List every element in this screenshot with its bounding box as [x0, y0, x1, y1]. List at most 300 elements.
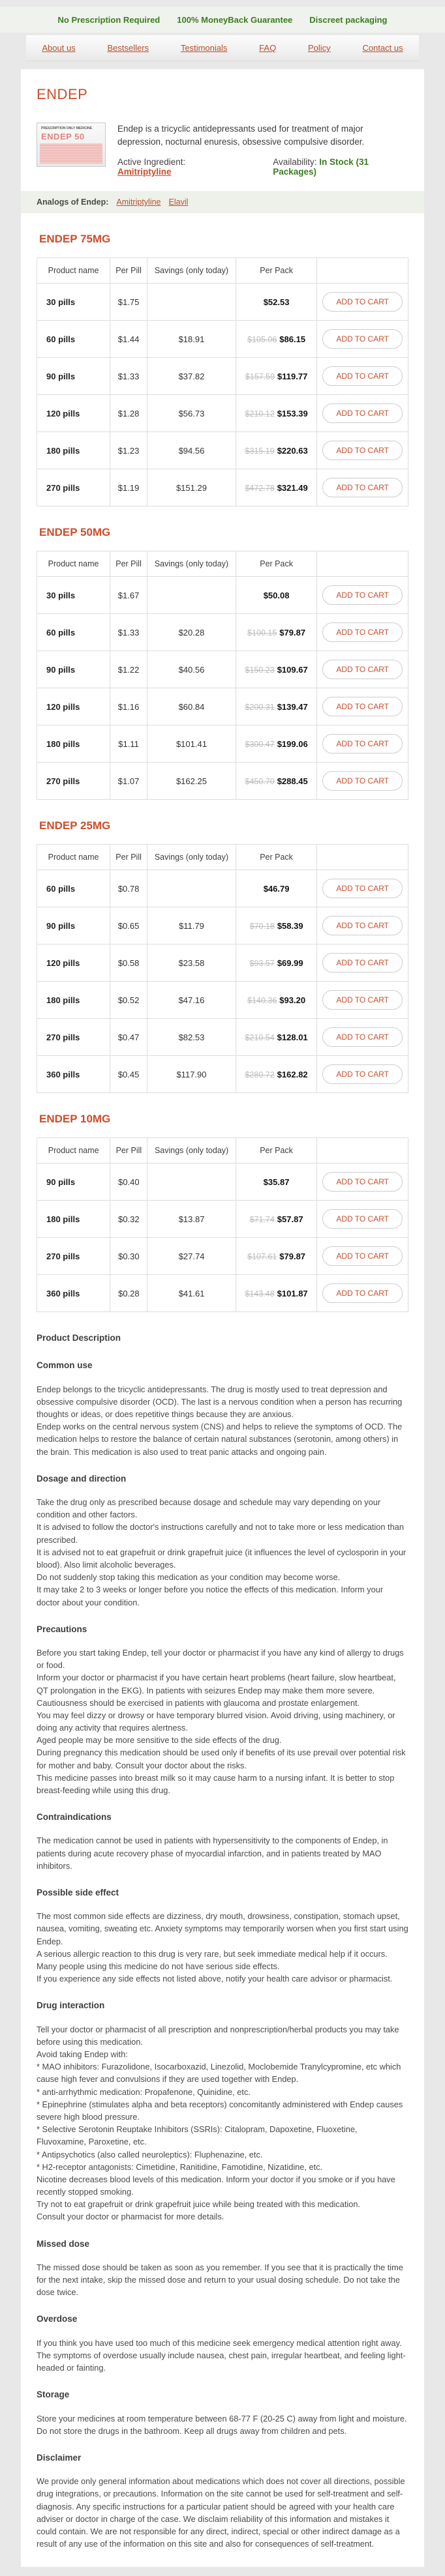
savings-cell: $40.56	[147, 651, 236, 688]
availability	[273, 157, 408, 177]
per-pill-cell: $1.67	[110, 577, 147, 614]
column-header-per-pill: Per Pill	[110, 1138, 147, 1164]
old-price: $143.48	[245, 1289, 275, 1298]
pack-price: $79.87	[279, 1251, 306, 1261]
per-pill-cell: $0.65	[110, 907, 147, 944]
per-pack-cell	[236, 982, 316, 1019]
column-header-per-pack: Per Pack	[236, 551, 316, 577]
desc-paragraph: * H2-receptor antagonists: Cimetidine, Ranitidine, Famotidine, Nizatidine, etc.	[37, 2161, 323, 2172]
availability-label: Availability:	[273, 157, 317, 168]
desc-paragraph: Inform your doctor or pharmacist if you have certain heart problems (heart failure, slow heartbeat, QT prolongation in the EKG). In patients with seizures Endep may make them more severe. Cautiousness should be exercised in patients with glaucoma and prostate enlargement.	[37, 1673, 396, 1708]
table-row	[37, 469, 408, 506]
old-price: $280.72	[245, 1070, 275, 1079]
table-row	[37, 395, 408, 432]
per-pill-cell: $1.28	[110, 395, 147, 432]
actions-cell	[317, 870, 408, 907]
per-pack-cell	[236, 358, 316, 395]
column-header-per-pack: Per Pack	[236, 258, 316, 284]
analog-links	[116, 198, 196, 207]
product-package-image	[37, 123, 106, 167]
add-to-cart-button[interactable]: ADD TO CART	[322, 292, 403, 312]
add-to-cart-button[interactable]: ADD TO CART	[322, 1027, 403, 1047]
per-pack-cell	[236, 944, 316, 982]
benefit-no-prescription: No Prescription Required	[57, 14, 161, 25]
pack-size-cell: 60 pills	[37, 614, 110, 651]
pack-price: $58.39	[277, 920, 303, 931]
savings-cell: $60.84	[147, 688, 236, 725]
table-row	[37, 725, 408, 763]
actions-cell	[317, 688, 408, 725]
per-pill-cell: $1.23	[110, 432, 147, 469]
per-pill-cell: $0.32	[110, 1201, 147, 1238]
table-header-row	[37, 551, 408, 577]
pack-size-cell: 180 pills	[37, 725, 110, 763]
pack-price: $57.87	[277, 1214, 303, 1224]
desc-heading-drug-interaction: Drug interaction	[37, 2000, 105, 2011]
pack-size-cell: 120 pills	[37, 395, 110, 432]
actions-cell	[317, 284, 408, 321]
savings-cell: $151.29	[147, 469, 236, 506]
column-header-product-name: Product name	[37, 1138, 110, 1164]
desc-paragraph: Nicotine decreases blood levels of this medication. Inform your doctor if you smoke or if you have recently stopped smoking.	[37, 2174, 395, 2197]
pack-size-cell: 30 pills	[37, 284, 110, 321]
per-pill-cell: $0.47	[110, 1019, 147, 1056]
desc-paragraph: Before you start taking Endep, tell your doctor or pharmacist if you have any kind of allergy to drugs or food.	[37, 1647, 404, 1671]
desc-paragraph: Try not to eat grapefruit or drink grapefruit juice while being treated with this medication.	[37, 2199, 361, 2210]
per-pack-cell	[236, 1275, 317, 1312]
old-price: $70.18	[249, 921, 275, 931]
desc-paragraph: * Epinephrine (stimulates alpha and beta receptors) concomitantly administered with Endep causes severe high blood pressure.	[37, 2099, 403, 2122]
per-pill-cell: $1.44	[110, 321, 147, 358]
per-pack-cell	[236, 1201, 317, 1238]
savings-cell: $18.91	[147, 321, 236, 358]
desc-paragraph: This medicine passes into breast milk so it may cause harm to a nursing infant. It is better to stop breast-feeding while using this drug.	[37, 1772, 395, 1795]
actions-cell	[317, 763, 408, 800]
desc-heading-dosage-and-direction: Dosage and direction	[37, 1473, 127, 1484]
column-header-savings-only-today: Savings (only today)	[147, 551, 236, 577]
desc-heading-disclaimer: Disclaimer	[37, 2452, 82, 2463]
column-header-per-pack: Per Pack	[236, 845, 316, 870]
content-card	[21, 69, 424, 2567]
per-pill-cell: $1.75	[110, 284, 147, 321]
per-pack-cell	[236, 651, 316, 688]
old-price: $140.36	[247, 995, 277, 1005]
desc-paragraph: The most common side effects are dizziness, dry mouth, drowsiness, constipation, stomach upset, nausea, vomiting, sweating etc. Anxiety symptoms may temporarily worsen when you first start using Endep.	[37, 1911, 408, 1946]
actions-cell	[317, 1201, 408, 1238]
column-header-product-name: Product name	[37, 551, 110, 577]
pack-price: $109.67	[277, 664, 308, 675]
desc-paragraph: * MAO inhibitors: Furazolidone, Isocarboxazid, Linezolid, Moclobemide Tranylcypromine, etc which cause high fever and convulsions if they are used together with Endep.	[37, 2062, 401, 2085]
old-price: $315.19	[245, 446, 275, 456]
pack-price: $288.45	[277, 776, 308, 786]
desc-paragraph: If you experience any side effects not listed above, notify your health care advisor or pharmacist.	[37, 1974, 393, 1984]
savings-cell: $47.16	[147, 982, 236, 1019]
section-title-endep-50mg: ENDEP 50MG	[39, 526, 111, 539]
pack-size-cell: 180 pills	[37, 432, 110, 469]
price-table-endep-25mg	[37, 844, 408, 1093]
savings-cell: $101.41	[147, 725, 236, 763]
pack-price: $119.77	[277, 371, 308, 381]
savings-cell	[147, 1164, 236, 1201]
per-pack-cell	[236, 1164, 317, 1201]
per-pack-cell	[236, 1238, 317, 1275]
add-to-cart-button[interactable]: ADD TO CART	[322, 622, 403, 642]
old-price: $210.12	[245, 409, 275, 418]
desc-paragraph: Tell your doctor or pharmacist of all prescription and nonprescription/herbal products you may take before using this medication.	[37, 2024, 399, 2047]
per-pack-cell	[236, 614, 316, 651]
table-row	[37, 321, 408, 358]
column-header-per-pack: Per Pack	[236, 1138, 317, 1164]
pack-price: $162.82	[277, 1069, 308, 1079]
pack-price: $69.99	[277, 958, 303, 968]
old-price: $105.06	[247, 334, 277, 344]
price-tables	[37, 233, 408, 1312]
old-price: $107.61	[247, 1251, 277, 1261]
desc-paragraph: Many people using this medicine do not have serious side effects.	[37, 1961, 280, 1971]
table-row	[37, 944, 408, 982]
old-price: $93.57	[249, 958, 275, 968]
per-pack-cell	[236, 763, 316, 800]
actions-cell	[317, 577, 408, 614]
active-ingredient-label: Active Ingredient:	[117, 157, 186, 168]
desc-paragraph: Do not suddenly stop taking this medication as your condition may become worse.	[37, 1572, 341, 1583]
savings-cell: $11.79	[147, 907, 236, 944]
old-price: $450.70	[245, 776, 275, 786]
savings-cell: $117.90	[147, 1056, 236, 1093]
actions-cell	[317, 944, 408, 982]
pack-size-cell: 180 pills	[37, 1201, 110, 1238]
old-price: $157.59	[245, 372, 275, 381]
old-price: $210.54	[245, 1032, 275, 1042]
add-to-cart-button[interactable]: ADD TO CART	[322, 734, 403, 754]
table-header-row	[37, 845, 408, 870]
desc-heading-product-description: Product Description	[37, 1333, 121, 1343]
per-pack-cell	[236, 577, 316, 614]
add-to-cart-button[interactable]: ADD TO CART	[322, 1246, 403, 1266]
per-pill-cell: $0.28	[110, 1275, 147, 1312]
pack-price: $46.79	[263, 883, 290, 894]
desc-paragraph: Consult your doctor or pharmacist for more details.	[37, 2212, 224, 2222]
pack-price: $321.49	[277, 482, 308, 493]
add-to-cart-button[interactable]: ADD TO CART	[322, 329, 403, 349]
pack-size-cell: 90 pills	[37, 651, 110, 688]
pack-price: $101.87	[277, 1288, 308, 1298]
column-header-savings-only-today: Savings (only today)	[147, 845, 236, 870]
price-table-endep-75mg	[37, 257, 408, 506]
table-row	[37, 763, 408, 800]
per-pill-cell: $0.58	[110, 944, 147, 982]
add-to-cart-button[interactable]: ADD TO CART	[322, 660, 403, 679]
desc-heading-possible-side-effect: Possible side effect	[37, 1888, 119, 1897]
pack-price: $79.87	[279, 627, 306, 637]
savings-cell: $162.25	[147, 763, 236, 800]
per-pack-cell	[236, 284, 316, 321]
table-row	[37, 577, 408, 614]
pack-size-cell: 270 pills	[37, 469, 110, 506]
product-description-summary: Endep is a tricyclic antidepressants used for treatment of major depression, nocturnal enuresis, obsessive compulsive disorder.	[117, 124, 365, 147]
column-header-per-pill: Per Pill	[110, 258, 147, 284]
add-to-cart-button[interactable]: ADD TO CART	[322, 1172, 403, 1192]
section-title-endep-25mg: ENDEP 25MG	[39, 819, 111, 832]
table-row	[37, 284, 408, 321]
add-to-cart-button[interactable]: ADD TO CART	[322, 916, 403, 935]
actions-cell	[317, 725, 408, 763]
add-to-cart-button[interactable]: ADD TO CART	[322, 697, 403, 716]
per-pack-cell	[236, 469, 316, 506]
product-description	[37, 1332, 408, 2550]
column-header-product-name: Product name	[37, 258, 110, 284]
old-price: $300.47	[245, 739, 275, 749]
page-title: ENDEP	[37, 86, 88, 102]
column-header-per-pill: Per Pill	[110, 845, 147, 870]
desc-paragraph: It is advised to follow the doctor's instructions carefully and not to take more or less medication than prescribed.	[37, 1522, 404, 1545]
savings-cell	[147, 577, 236, 614]
column-header-savings-only-today: Savings (only today)	[147, 1138, 236, 1164]
desc-paragraph: * Selective Serotonin Reuptake Inhibitors (SSRIs): Citalopram, Dapoxetine, Fluoxetine, Fluvoxamine, Paroxetine, etc.	[37, 2124, 358, 2147]
price-table-endep-50mg	[37, 551, 408, 800]
column-header-per-pill: Per Pill	[110, 551, 147, 577]
savings-cell: $27.74	[147, 1238, 236, 1275]
desc-paragraph: We provide only general information about medications which does not cover all directions, possible drug integrations, or precautions. Information on the site cannot be used for self-treatment and self-diagnosis. Any specific instructions for a particular patient should be agreed with your health care adviser or doctor in charge of the case. We disclaim reliability of this information and mistakes it could contain. We are not responsible for any direct, indirect, special or other indirect damage as a result of any use of the information on this site and also for consequences of self-treatment.	[37, 2476, 405, 2549]
actions-cell	[317, 432, 408, 469]
table-row	[37, 432, 408, 469]
pack-size-cell: 360 pills	[37, 1056, 110, 1093]
desc-paragraph: A serious allergic reaction to this drug is very rare, but seek immediate medical help if it occurs.	[37, 1948, 388, 1959]
pack-price: $50.08	[263, 590, 290, 600]
add-to-cart-button[interactable]: ADD TO CART	[322, 771, 403, 791]
ingredient-availability-row	[117, 157, 408, 177]
desc-paragraph: * anti-arrhythmic medication: Propafenone, Quinidine, etc.	[37, 2086, 251, 2097]
savings-cell: $82.53	[147, 1019, 236, 1056]
savings-cell: $13.87	[147, 1201, 236, 1238]
old-price: $71.74	[249, 1214, 275, 1224]
pack-price: $128.01	[277, 1032, 308, 1042]
table-row	[37, 1019, 408, 1056]
old-price: $200.31	[245, 702, 275, 712]
section-title-endep-10mg: ENDEP 10MG	[39, 1113, 111, 1126]
pack-size-cell: 60 pills	[37, 870, 110, 907]
column-header-savings-only-today: Savings (only today)	[147, 258, 236, 284]
desc-paragraph: * Antipsychotics (also called neuroleptics): Fluphenazine, etc.	[37, 2149, 263, 2159]
add-to-cart-button[interactable]: ADD TO CART	[322, 1283, 403, 1303]
package-art	[40, 143, 102, 164]
desc-paragraph: Store your medicines at room temperature between 68-77 F (20-25 C) away from light and moisture. Do not store the drugs in the bathroom. Keep all drugs away from children and pets.	[37, 2413, 407, 2436]
per-pack-cell	[236, 321, 316, 358]
benefits-bar	[0, 7, 445, 33]
pack-price: $35.87	[263, 1177, 290, 1187]
pack-size-cell: 270 pills	[37, 1238, 110, 1275]
pack-price: $86.15	[279, 334, 306, 344]
savings-cell	[147, 284, 236, 321]
table-row	[37, 1056, 408, 1093]
per-pill-cell: $0.52	[110, 982, 147, 1019]
per-pill-cell: $0.30	[110, 1238, 147, 1275]
section-title-endep-75mg: ENDEP 75MG	[39, 233, 111, 246]
actions-cell	[317, 1164, 408, 1201]
add-to-cart-button[interactable]: ADD TO CART	[322, 403, 403, 423]
package-label-name: ENDEP 50	[41, 131, 85, 141]
savings-cell: $37.82	[147, 358, 236, 395]
desc-paragraph: It may take 2 to 3 weeks or longer before you notice the effects of this medication. Inform your doctor about your condition.	[37, 1585, 384, 1607]
per-pill-cell: $1.33	[110, 358, 147, 395]
desc-paragraph: It is advised not to eat grapefruit or drink grapefruit juice (it influences the level of cyclosporin in your blood). Also limit alcoholic beverages.	[37, 1547, 407, 1570]
pack-price: $153.39	[277, 408, 308, 418]
desc-paragraph: Aged people may be more sensitive to the side effects of the drug.	[37, 1735, 282, 1746]
pack-size-cell: 180 pills	[37, 982, 110, 1019]
desc-heading-storage: Storage	[37, 2390, 70, 2400]
actions-cell	[317, 651, 408, 688]
column-header-actions	[317, 845, 408, 870]
actions-cell	[317, 1056, 408, 1093]
pack-size-cell: 90 pills	[37, 358, 110, 395]
pack-size-cell: 90 pills	[37, 907, 110, 944]
nav-link-policy[interactable]: Policy	[307, 43, 331, 53]
column-header-product-name: Product name	[37, 845, 110, 870]
savings-cell: $20.28	[147, 614, 236, 651]
table-header-row	[37, 258, 408, 284]
main-nav	[26, 35, 419, 61]
analog-link-amitriptyline[interactable]: Amitriptyline	[116, 198, 161, 207]
pack-price: $199.06	[277, 739, 308, 749]
per-pack-cell	[236, 395, 316, 432]
pack-size-cell: 90 pills	[37, 1164, 110, 1201]
desc-paragraph: The medication cannot be used in patients with hypersensitivity to the components of Endep, in patients during acute recovery phase of myocardial infarction, and in patients treated by MAO inhibitors.	[37, 1836, 388, 1871]
nav-link-bestsellers[interactable]: Bestsellers	[107, 43, 149, 53]
per-pack-cell	[236, 870, 316, 907]
column-header-actions	[317, 1138, 408, 1164]
per-pill-cell: $0.40	[110, 1164, 147, 1201]
actions-cell	[317, 1238, 408, 1275]
pack-size-cell: 30 pills	[37, 577, 110, 614]
savings-cell: $41.61	[147, 1275, 236, 1312]
analog-link-elavil[interactable]: Elavil	[168, 198, 189, 207]
desc-heading-missed-dose: Missed dose	[37, 2238, 90, 2249]
desc-heading-overdose: Overdose	[37, 2314, 78, 2324]
per-pack-cell	[236, 432, 316, 469]
add-to-cart-button[interactable]: ADD TO CART	[322, 585, 403, 605]
per-pack-cell	[236, 725, 316, 763]
nav-link-about-us[interactable]: About us	[42, 43, 76, 53]
price-table-endep-10mg	[37, 1137, 408, 1312]
active-ingredient-link[interactable]: Amitriptyline	[117, 167, 172, 177]
add-to-cart-button[interactable]: ADD TO CART	[322, 990, 403, 1010]
pack-size-cell: 270 pills	[37, 1019, 110, 1056]
add-to-cart-button[interactable]: ADD TO CART	[322, 879, 403, 898]
actions-cell	[317, 395, 408, 432]
table-row	[37, 1164, 408, 1201]
actions-cell	[317, 1019, 408, 1056]
desc-paragraph: Take the drug only as prescribed because dosage and schedule may vary depending on your condition and other factors.	[37, 1497, 381, 1520]
desc-heading-precautions: Precautions	[37, 1624, 87, 1634]
add-to-cart-button[interactable]: ADD TO CART	[322, 953, 403, 973]
per-pill-cell: $1.16	[110, 688, 147, 725]
per-pill-cell: $1.22	[110, 651, 147, 688]
table-row	[37, 1201, 408, 1238]
pack-size-cell: 360 pills	[37, 1275, 110, 1312]
add-to-cart-button[interactable]: ADD TO CART	[322, 1064, 403, 1084]
pack-price: $220.63	[277, 445, 308, 456]
table-row	[37, 1238, 408, 1275]
desc-heading-contraindications: Contraindications	[37, 1812, 112, 1822]
per-pack-cell	[236, 1056, 316, 1093]
actions-cell	[317, 321, 408, 358]
old-price: $150.23	[245, 665, 275, 675]
actions-cell	[317, 907, 408, 944]
pack-price: $52.53	[263, 297, 290, 307]
actions-cell	[317, 358, 408, 395]
desc-paragraph: Endep belongs to the tricyclic antidepressants. The drug is mostly used to treat depression and obsessive compulsive disorder (OCD). The last is a nervous condition when a person has recurring thoughts or ideas, or does repetitive things because they are anxious.	[37, 1384, 403, 1419]
table-row	[37, 614, 408, 651]
pack-size-cell: 120 pills	[37, 944, 110, 982]
table-row	[37, 982, 408, 1019]
per-pill-cell: $1.33	[110, 614, 147, 651]
table-row	[37, 688, 408, 725]
per-pill-cell: $1.11	[110, 725, 147, 763]
pack-size-cell: 60 pills	[37, 321, 110, 358]
add-to-cart-button[interactable]: ADD TO CART	[322, 478, 403, 497]
pack-price: $139.47	[277, 701, 308, 712]
column-header-actions	[317, 258, 408, 284]
savings-cell	[147, 870, 236, 907]
product-info	[37, 123, 408, 177]
package-label-top: PRESCRIPTION ONLY MEDICINE	[41, 126, 93, 130]
old-price: $472.78	[245, 483, 275, 493]
desc-heading-common-use: Common use	[37, 1360, 93, 1371]
desc-paragraph: You may feel dizzy or drowsy or have temporary blurred vision. Avoid driving, using machinery, or doing any activity that requires alertness.	[37, 1710, 395, 1733]
analogs-label: Analogs of Endep:	[37, 198, 109, 207]
desc-paragraph: If you think you have used too much of this medicine seek emergency medical attention right away. The symptoms of overdose usually include nausea, chest pain, irregular heartbeat, and feeling light-headed or fainting.	[37, 2337, 406, 2373]
add-to-cart-button[interactable]: ADD TO CART	[322, 1209, 403, 1229]
desc-paragraph: During pregnancy this medication should be used only if benefits of its use prevail over potential risk for mother and baby. Consult your doctor about the risks.	[37, 1748, 406, 1770]
desc-paragraph: Endep works on the central nervous system (CNS) and helps to relieve the symptoms of OCD. The medication helps to restore the balance of certain natural substances (serotonin, among others) in the brain. This medication is also used to treat panic attacks and ongoing pain.	[37, 1422, 403, 1457]
table-row	[37, 651, 408, 688]
table-header-row	[37, 1138, 408, 1164]
savings-cell: $23.58	[147, 944, 236, 982]
pack-size-cell: 120 pills	[37, 688, 110, 725]
nav-link-contact-us[interactable]: Contact us	[362, 43, 403, 53]
column-header-actions	[317, 551, 408, 577]
table-row	[37, 1275, 408, 1312]
active-ingredient	[117, 157, 236, 177]
nav-link-faq[interactable]: FAQ	[259, 43, 277, 53]
savings-cell: $94.56	[147, 432, 236, 469]
per-pill-cell: $1.07	[110, 763, 147, 800]
per-pack-cell	[236, 1019, 316, 1056]
table-row	[37, 358, 408, 395]
old-price: $100.15	[247, 628, 277, 637]
desc-paragraph: Avoid taking Endep with:	[37, 2049, 128, 2059]
analogs-bar	[21, 191, 424, 213]
actions-cell	[317, 982, 408, 1019]
table-row	[37, 870, 408, 907]
pack-size-cell: 270 pills	[37, 763, 110, 800]
actions-cell	[317, 614, 408, 651]
add-to-cart-button[interactable]: ADD TO CART	[322, 366, 403, 386]
nav-link-testimonials[interactable]: Testimonials	[180, 43, 228, 53]
add-to-cart-button[interactable]: ADD TO CART	[322, 441, 403, 460]
table-row	[37, 907, 408, 944]
savings-cell: $56.73	[147, 395, 236, 432]
per-pill-cell: $1.19	[110, 469, 147, 506]
actions-cell	[317, 1275, 408, 1312]
benefit-moneyback: 100% MoneyBack Guarantee	[177, 14, 293, 25]
pack-price: $93.20	[279, 995, 306, 1005]
per-pill-cell: $0.78	[110, 870, 147, 907]
availability-status: In Stock (31 Packages)	[273, 157, 369, 177]
per-pack-cell	[236, 688, 316, 725]
benefit-discreet: Discreet packaging	[309, 14, 388, 25]
desc-paragraph: The missed dose should be taken as soon as you remember. If you see that it is practically the time for the next intake, skip the missed dose and return to your usual dosing schedule. Do not take the dose twice.	[37, 2262, 403, 2298]
